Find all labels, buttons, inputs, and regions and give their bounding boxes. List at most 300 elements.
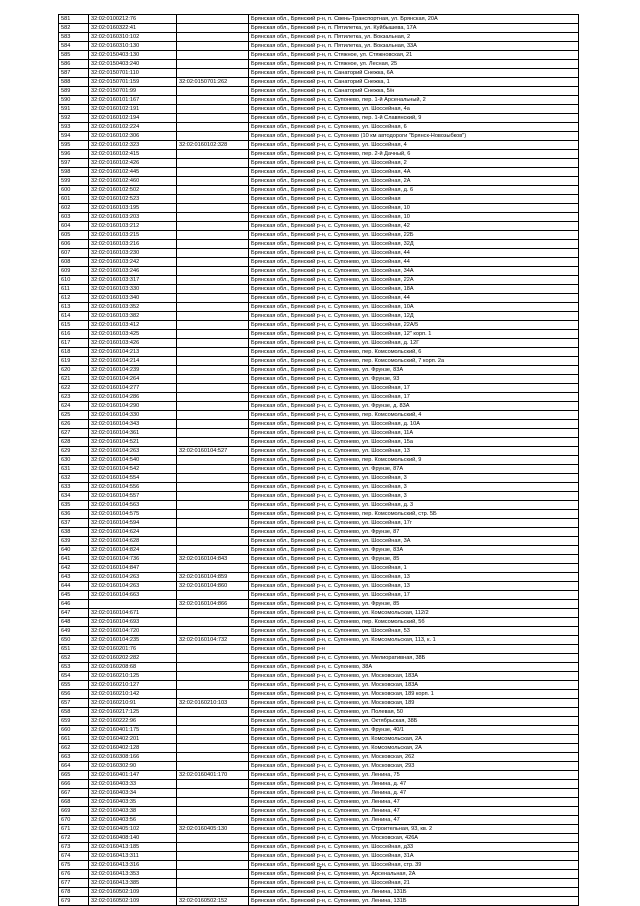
row-number-cell: 679: [59, 897, 89, 906]
object-cadastral-number-cell: [177, 564, 249, 573]
cadastral-number-cell: 32:02:0160308:166: [89, 753, 177, 762]
cadastral-number-cell: 32:02:0160103:203: [89, 213, 177, 222]
cadastral-number-cell: 32:02:0160104:556: [89, 483, 177, 492]
object-cadastral-number-cell: [177, 654, 249, 663]
object-cadastral-number-cell: [177, 87, 249, 96]
address-cell: Брянская обл., Брянский р-н, с. Супонево, ул. Шоссейная, 44: [249, 258, 579, 267]
object-cadastral-number-cell: 32:02:0160104:527: [177, 447, 249, 456]
address-cell: Брянская обл., Брянский р-н, с. Супонево, пер. 1-й Арсенальный, 2: [249, 96, 579, 105]
table-row: [59, 321, 579, 330]
row-number-cell: 622: [59, 384, 89, 393]
cadastral-number-cell: 32:02:0160310:102: [89, 33, 177, 42]
address-cell: Брянская обл., Брянский р-н, с. Супонево, ул. Фрунзе, 87А: [249, 465, 579, 474]
address-cell: Брянская обл., Брянский р-н, с. Супонево, ул. Московская, 189: [249, 699, 579, 708]
address-cell: Брянская обл., Брянский р-н, с. Супонево, ул. Шоссейная, 4: [249, 141, 579, 150]
row-number-cell: 593: [59, 123, 89, 132]
object-cadastral-number-cell: [177, 285, 249, 294]
row-number-cell: 635: [59, 501, 89, 510]
table-row: [59, 339, 579, 348]
row-number-cell: 587: [59, 69, 89, 78]
table-row: [59, 240, 579, 249]
cadastral-number-cell: 32:02:0160102:323: [89, 141, 177, 150]
address-cell: Брянская обл., Брянский р-н, с. Супонево, ул. Ленина, 47: [249, 816, 579, 825]
table-row: [59, 132, 579, 141]
object-cadastral-number-cell: [177, 303, 249, 312]
row-number-cell: 639: [59, 537, 89, 546]
address-cell: Брянская обл., Брянский р-н, с. Супонево, ул. Шоссейная, 13: [249, 447, 579, 456]
row-number-cell: 594: [59, 132, 89, 141]
table-row: [59, 87, 579, 96]
cadastral-number-cell: 32:02:0160104:343: [89, 420, 177, 429]
cadastral-number-cell: 32:02:0160210:127: [89, 681, 177, 690]
row-number-cell: 648: [59, 618, 89, 627]
table-row: [59, 105, 579, 114]
cadastral-number-cell: 32:02:0160408:140: [89, 834, 177, 843]
table-row: [59, 843, 579, 852]
table-row: [59, 825, 579, 834]
object-cadastral-number-cell: [177, 627, 249, 636]
table-row: [59, 42, 579, 51]
object-cadastral-number-cell: [177, 348, 249, 357]
address-cell: Брянская обл., Брянский р-н, с. Супонево, ул. Октябрьская, 38Б: [249, 717, 579, 726]
address-cell: Брянская обл., Брянский р-н, с. Супонево, ул. Фрунзе, 85: [249, 600, 579, 609]
row-number-cell: 585: [59, 51, 89, 60]
object-cadastral-number-cell: [177, 474, 249, 483]
table-row: [59, 330, 579, 339]
cadastral-number-cell: 32:02:0160413:316: [89, 861, 177, 870]
row-number-cell: 662: [59, 744, 89, 753]
object-cadastral-number-cell: [177, 249, 249, 258]
row-number-cell: 669: [59, 807, 89, 816]
object-cadastral-number-cell: [177, 393, 249, 402]
address-cell: Брянская обл., Брянский р-н, с. Супонево, ул. Шоссейная, 21: [249, 879, 579, 888]
row-number-cell: 606: [59, 240, 89, 249]
object-cadastral-number-cell: [177, 501, 249, 510]
row-number-cell: 598: [59, 168, 89, 177]
table-row: [59, 735, 579, 744]
object-cadastral-number-cell: [177, 690, 249, 699]
row-number-cell: 584: [59, 42, 89, 51]
cadastral-number-cell: 32:02:0160104:736: [89, 555, 177, 564]
address-cell: Брянская обл., Брянский р-н, с. Супонево, ул. Шоссейная, 12" корп. 1: [249, 330, 579, 339]
object-cadastral-number-cell: [177, 411, 249, 420]
address-cell: Брянская обл., Брянский р-н, с. Супонево, ул. Строительная, 93, кв. 2: [249, 825, 579, 834]
cadastral-number-cell: 32:02:0160210:125: [89, 672, 177, 681]
object-cadastral-number-cell: [177, 816, 249, 825]
address-cell: Брянская обл., Брянский р-н, с. Супонево, ул. Шоссейная, стр. 39: [249, 861, 579, 870]
table-row: [59, 699, 579, 708]
address-cell: Брянская обл., Брянский р-н, с. Супонево, ул. Комсомольская, 2А: [249, 744, 579, 753]
cadastral-number-cell: 32:02:0160104:239: [89, 366, 177, 375]
row-number-cell: 605: [59, 231, 89, 240]
object-cadastral-number-cell: [177, 618, 249, 627]
object-cadastral-number-cell: [177, 258, 249, 267]
cadastral-number-cell: 32:02:0160413:185: [89, 843, 177, 852]
object-cadastral-number-cell: [177, 672, 249, 681]
row-number-cell: 678: [59, 888, 89, 897]
table-row: [59, 717, 579, 726]
row-number-cell: 582: [59, 24, 89, 33]
row-number-cell: 617: [59, 339, 89, 348]
cadastral-number-cell: 32:02:0160413:385: [89, 879, 177, 888]
cadastral-number-cell: 32:02:0150403:130: [89, 51, 177, 60]
object-cadastral-number-cell: [177, 96, 249, 105]
address-cell: Брянская обл., Брянский р-н, с. Супонево, ул. Шоссейная, 13: [249, 582, 579, 591]
table-row: [59, 879, 579, 888]
table-row: [59, 780, 579, 789]
cadastral-number-cell: 32:02:0160103:230: [89, 249, 177, 258]
cadastral-number-cell: 32:02:0160104:290: [89, 402, 177, 411]
row-number-cell: 638: [59, 528, 89, 537]
row-number-cell: 670: [59, 816, 89, 825]
row-number-cell: 644: [59, 582, 89, 591]
address-cell: Брянская обл., Брянский р-н, с. Супонево, ул. Шоссейная, 10: [249, 213, 579, 222]
object-cadastral-number-cell: 32:02:0160401:170: [177, 771, 249, 780]
table-row: [59, 168, 579, 177]
table-row: [59, 762, 579, 771]
row-number-cell: 631: [59, 465, 89, 474]
row-number-cell: 596: [59, 150, 89, 159]
address-cell: Брянская обл., Брянский р-н, п. Санаторий Снежка, 5/н: [249, 87, 579, 96]
address-cell: Брянская обл., Брянский р-н, п. Стяжное, ул. Лесная, 25: [249, 60, 579, 69]
address-cell: Брянская обл., Брянский р-н, с. Супонево, ул. Московская, 262: [249, 753, 579, 762]
table-row: [59, 708, 579, 717]
table-row: [59, 807, 579, 816]
row-number-cell: 603: [59, 213, 89, 222]
row-number-cell: 674: [59, 852, 89, 861]
address-cell: Брянская обл., Брянский р-н, п. Пятилетка, ул. Куйбышева, 17А: [249, 24, 579, 33]
object-cadastral-number-cell: [177, 42, 249, 51]
object-cadastral-number-cell: [177, 510, 249, 519]
row-number-cell: 675: [59, 861, 89, 870]
table-row: [59, 726, 579, 735]
address-cell: Брянская обл., Брянский р-н, с. Супонево, ул. Комсомольская, 112/2: [249, 609, 579, 618]
cadastral-number-cell: 32:02:0160104:563: [89, 501, 177, 510]
address-cell: Брянская обл., Брянский р-н, с. Супонево, ул. Московская, 183А: [249, 681, 579, 690]
object-cadastral-number-cell: [177, 492, 249, 501]
cadastral-number-cell: 32:02:0160222:96: [89, 717, 177, 726]
cadastral-number-cell: 32:02:0160104:671: [89, 609, 177, 618]
table-row: [59, 222, 579, 231]
address-cell: Брянская обл., Брянский р-н, с. Супонево, ул. Шоссейная, 15а: [249, 438, 579, 447]
row-number-cell: 632: [59, 474, 89, 483]
cadastral-number-cell: 32:02:0160102:523: [89, 195, 177, 204]
registry-table: [58, 14, 579, 906]
address-cell: Брянская обл., Брянский р-н, с. Супонево, ул. Ленина, д. 47: [249, 789, 579, 798]
address-cell: Брянская обл., Брянский р-н, с. Супонево, ул. Московская, 426А: [249, 834, 579, 843]
object-cadastral-number-cell: [177, 240, 249, 249]
table-row: [59, 96, 579, 105]
row-number-cell: 588: [59, 78, 89, 87]
table-row: [59, 798, 579, 807]
table-row: [59, 33, 579, 42]
row-number-cell: 640: [59, 546, 89, 555]
table-row: [59, 654, 579, 663]
object-cadastral-number-cell: [177, 762, 249, 771]
address-cell: Брянская обл., Брянский р-н, с. Супонево, ул. Шоссейная, 11А: [249, 429, 579, 438]
object-cadastral-number-cell: [177, 177, 249, 186]
table-row: [59, 510, 579, 519]
cadastral-number-cell: 32:02:0160104:263: [89, 582, 177, 591]
object-cadastral-number-cell: [177, 798, 249, 807]
object-cadastral-number-cell: [177, 231, 249, 240]
row-number-cell: 581: [59, 15, 89, 24]
table-row: [59, 177, 579, 186]
object-cadastral-number-cell: [177, 24, 249, 33]
object-cadastral-number-cell: [177, 519, 249, 528]
address-cell: Брянская обл., Брянский р-н, с. Супонево, ул. Шоссейная, 17: [249, 591, 579, 600]
cadastral-number-cell: 32:02:0160202:282: [89, 654, 177, 663]
row-number-cell: 665: [59, 771, 89, 780]
table-row: [59, 600, 579, 609]
object-cadastral-number-cell: [177, 438, 249, 447]
object-cadastral-number-cell: [177, 204, 249, 213]
row-number-cell: 595: [59, 141, 89, 150]
cadastral-number-cell: 32:02:0160104:663: [89, 591, 177, 600]
row-number-cell: 614: [59, 312, 89, 321]
cadastral-number-cell: 32:02:0160101:167: [89, 96, 177, 105]
row-number-cell: 642: [59, 564, 89, 573]
table-row: [59, 573, 579, 582]
object-cadastral-number-cell: [177, 609, 249, 618]
address-cell: Брянская обл., Брянский р-н, с. Супонево, пер. 2-й Дачный, 6: [249, 150, 579, 159]
object-cadastral-number-cell: [177, 591, 249, 600]
table-row: [59, 744, 579, 753]
row-number-cell: 647: [59, 609, 89, 618]
table-row: [59, 141, 579, 150]
address-cell: Брянская обл., Брянский р-н, с. Супонево, ул. Комсомольская, 113, к. 1: [249, 636, 579, 645]
address-cell: Брянская обл., Брянский р-н, с. Супонево, ул. Шоссейная, 3: [249, 492, 579, 501]
object-cadastral-number-cell: [177, 132, 249, 141]
cadastral-number-cell: 32:02:0160104:264: [89, 375, 177, 384]
table-row: [59, 312, 579, 321]
address-cell: Брянская обл., Брянский р-н, с. Супонево, ул. Ленина, 131Б: [249, 897, 579, 906]
cadastral-number-cell: 32:02:0160103:330: [89, 285, 177, 294]
row-number-cell: 601: [59, 195, 89, 204]
table-row: [59, 348, 579, 357]
address-cell: Брянская обл., Брянский р-н, с. Супонево, ул. Шоссейная, 3: [249, 474, 579, 483]
table-row: [59, 852, 579, 861]
cadastral-number-cell: 32:02:0160210:91: [89, 699, 177, 708]
cadastral-number-cell: 32:02:0160104:624: [89, 528, 177, 537]
address-cell: Брянская обл., Брянский р-н, с. Супонево, ул. Шоссейная, 13: [249, 573, 579, 582]
address-cell: Брянская обл., Брянский р-н, с. Супонево (10 км автодороги "Брянск-Новозыбков"): [249, 132, 579, 141]
row-number-cell: 608: [59, 258, 89, 267]
address-cell: Брянская обл., Брянский р-н, с. Супонево, ул. Шоссейная, 42: [249, 222, 579, 231]
address-cell: Брянская обл., Брянский р-н, с. Супонево, ул. Шоссейная, 22Б: [249, 231, 579, 240]
table-row: [59, 285, 579, 294]
address-cell: Брянская обл., Брянский р-н, п. Свень-Транспортная, ул. Брянская, 20А: [249, 15, 579, 24]
object-cadastral-number-cell: [177, 717, 249, 726]
cadastral-number-cell: 32:02:0160403:56: [89, 816, 177, 825]
row-number-cell: 618: [59, 348, 89, 357]
table-row: [59, 816, 579, 825]
object-cadastral-number-cell: [177, 528, 249, 537]
table-row: [59, 78, 579, 87]
cadastral-number-cell: 32:02:0160103:382: [89, 312, 177, 321]
cadastral-number-cell: 32:02:0160103:242: [89, 258, 177, 267]
object-cadastral-number-cell: [177, 663, 249, 672]
table-row: [59, 663, 579, 672]
row-number-cell: 641: [59, 555, 89, 564]
cadastral-number-cell: 32:02:0160104:554: [89, 474, 177, 483]
object-cadastral-number-cell: [177, 294, 249, 303]
table-row: [59, 447, 579, 456]
cadastral-number-cell: 32:02:0160413:311: [89, 852, 177, 861]
object-cadastral-number-cell: 32:02:0160102:328: [177, 141, 249, 150]
cadastral-number-cell: 32:02:0160102:445: [89, 168, 177, 177]
table-row: [59, 366, 579, 375]
row-number-cell: 657: [59, 699, 89, 708]
object-cadastral-number-cell: [177, 357, 249, 366]
object-cadastral-number-cell: [177, 276, 249, 285]
cadastral-number-cell: 32:02:0160102:502: [89, 186, 177, 195]
object-cadastral-number-cell: [177, 735, 249, 744]
table-row: [59, 555, 579, 564]
object-cadastral-number-cell: [177, 60, 249, 69]
object-cadastral-number-cell: [177, 222, 249, 231]
cadastral-number-cell: 32:02:0160103:340: [89, 294, 177, 303]
row-number-cell: 597: [59, 159, 89, 168]
table-row: [59, 474, 579, 483]
address-cell: Брянская обл., Брянский р-н, с. Супонево, ул. Арсенальная, 2А: [249, 870, 579, 879]
table-row: [59, 681, 579, 690]
object-cadastral-number-cell: [177, 645, 249, 654]
cadastral-number-cell: 32:02:0160104:286: [89, 393, 177, 402]
object-cadastral-number-cell: [177, 195, 249, 204]
table-row: [59, 537, 579, 546]
table-row: [59, 672, 579, 681]
table-row: [59, 528, 579, 537]
cadastral-number-cell: 32:02:0160502:109: [89, 888, 177, 897]
cadastral-number-cell: 32:02:0160103:412: [89, 321, 177, 330]
address-cell: Брянская обл., Брянский р-н, с. Супонево, ул. Шоссейная, 44: [249, 294, 579, 303]
row-number-cell: 626: [59, 420, 89, 429]
cadastral-number-cell: 32:02:0160104:213: [89, 348, 177, 357]
cadastral-number-cell: 32:02:0160102:191: [89, 105, 177, 114]
object-cadastral-number-cell: [177, 33, 249, 42]
cadastral-number-cell: 32:02:0100212:76: [89, 15, 177, 24]
address-cell: Брянская обл., Брянский р-н, с. Супонево, ул. Шоссейная, д. 10А: [249, 420, 579, 429]
object-cadastral-number-cell: [177, 852, 249, 861]
object-cadastral-number-cell: [177, 807, 249, 816]
table-row: [59, 294, 579, 303]
address-cell: Брянская обл., Брянский р-н, с. Супонево, ул. Шоссейная, 17г: [249, 519, 579, 528]
table-row: [59, 627, 579, 636]
address-cell: Брянская обл., Брянский р-н, с. Супонево, ул. Шоссейная, 22А/5: [249, 321, 579, 330]
table-row: [59, 582, 579, 591]
cadastral-number-cell: 32:02:0160102:194: [89, 114, 177, 123]
cadastral-number-cell: 32:02:0160102:426: [89, 159, 177, 168]
address-cell: Брянская обл., Брянский р-н, с. Супонево, ул. Шоссейная, 34А: [249, 267, 579, 276]
row-number-cell: 590: [59, 96, 89, 105]
object-cadastral-number-cell: [177, 123, 249, 132]
row-number-cell: 600: [59, 186, 89, 195]
object-cadastral-number-cell: [177, 483, 249, 492]
cadastral-number-cell: 32:02:0150701:99: [89, 87, 177, 96]
table-row: [59, 267, 579, 276]
table-row: [59, 465, 579, 474]
row-number-cell: 586: [59, 60, 89, 69]
row-number-cell: 660: [59, 726, 89, 735]
row-number-cell: 652: [59, 654, 89, 663]
address-cell: Брянская обл., Брянский р-н, с. Супонево, ул. Шоссейная, 18А: [249, 285, 579, 294]
table-row: [59, 438, 579, 447]
row-number-cell: 604: [59, 222, 89, 231]
cadastral-number-cell: 32:02:0160103:246: [89, 267, 177, 276]
cadastral-number-cell: 32:02:0160403:33: [89, 780, 177, 789]
row-number-cell: 613: [59, 303, 89, 312]
table-row: [59, 429, 579, 438]
cadastral-number-cell: 32:02:0160322:41: [89, 24, 177, 33]
cadastral-number-cell: 32:02:0160104:277: [89, 384, 177, 393]
cadastral-number-cell: 32:02:0160402:128: [89, 744, 177, 753]
cadastral-number-cell: 32:02:0160103:195: [89, 204, 177, 213]
address-cell: Брянская обл., Брянский р-н, с. Супонево, ул. Шоссейная, 2А: [249, 177, 579, 186]
table-row: [59, 645, 579, 654]
row-number-cell: 607: [59, 249, 89, 258]
object-cadastral-number-cell: [177, 753, 249, 762]
object-cadastral-number-cell: 32:02:0160405:130: [177, 825, 249, 834]
object-cadastral-number-cell: [177, 537, 249, 546]
object-cadastral-number-cell: [177, 366, 249, 375]
address-cell: Брянская обл., Брянский р-н, с. Супонево, ул. Шоссейная, д. 12Г: [249, 339, 579, 348]
row-number-cell: 653: [59, 663, 89, 672]
address-cell: Брянская обл., Брянский р-н, с. Супонево, ул. Фрунзе, 83А: [249, 546, 579, 555]
table-row: [59, 60, 579, 69]
cadastral-number-cell: 32:02:0160103:352: [89, 303, 177, 312]
row-number-cell: 591: [59, 105, 89, 114]
table-row: [59, 213, 579, 222]
row-number-cell: 668: [59, 798, 89, 807]
address-cell: Брянская обл., Брянский р-н, с. Супонево, 38А: [249, 663, 579, 672]
row-number-cell: 628: [59, 438, 89, 447]
row-number-cell: 658: [59, 708, 89, 717]
row-number-cell: 664: [59, 762, 89, 771]
object-cadastral-number-cell: [177, 744, 249, 753]
object-cadastral-number-cell: [177, 51, 249, 60]
address-cell: Брянская обл., Брянский р-н, с. Супонево, пер. Комсомольский, 5б: [249, 618, 579, 627]
object-cadastral-number-cell: [177, 105, 249, 114]
cadastral-number-cell: 32:02:0160104:847: [89, 564, 177, 573]
cadastral-number-cell: 32:02:0160104:235: [89, 636, 177, 645]
cadastral-number-cell: 32:02:0160102:224: [89, 123, 177, 132]
row-number-cell: 650: [59, 636, 89, 645]
cadastral-number-cell: 32:02:0160104:330: [89, 411, 177, 420]
table-row: [59, 249, 579, 258]
registry-table-body: [59, 15, 579, 906]
address-cell: Брянская обл., Брянский р-н, с. Супонево, ул. Шоссейная, 17: [249, 393, 579, 402]
address-cell: Брянская обл., Брянский р-н, с. Супонево, ул. Шоссейная, 2: [249, 159, 579, 168]
table-row: [59, 897, 579, 906]
cadastral-number-cell: 32:02:0160403:35: [89, 798, 177, 807]
address-cell: Брянская обл., Брянский р-н, с. Супонево, ул. Шоссейная, 4а: [249, 105, 579, 114]
row-number-cell: 609: [59, 267, 89, 276]
address-cell: Брянская обл., Брянский р-н, с. Супонево, ул. Фрунзе, 85: [249, 555, 579, 564]
row-number-cell: 661: [59, 735, 89, 744]
object-cadastral-number-cell: [177, 213, 249, 222]
address-cell: Брянская обл., Брянский р-н, п. Пятилетка, ул. Вокзальная, 2: [249, 33, 579, 42]
object-cadastral-number-cell: 32:02:0160502:152: [177, 897, 249, 906]
table-row: [59, 195, 579, 204]
row-number-cell: 611: [59, 285, 89, 294]
table-row: [59, 771, 579, 780]
cadastral-number-cell: 32:02:0160102:415: [89, 150, 177, 159]
cadastral-number-cell: 32:02:0160401:175: [89, 726, 177, 735]
address-cell: Брянская обл., Брянский р-н, с. Супонево, ул. Фрунзе, 93: [249, 375, 579, 384]
row-number-cell: 633: [59, 483, 89, 492]
row-number-cell: 620: [59, 366, 89, 375]
